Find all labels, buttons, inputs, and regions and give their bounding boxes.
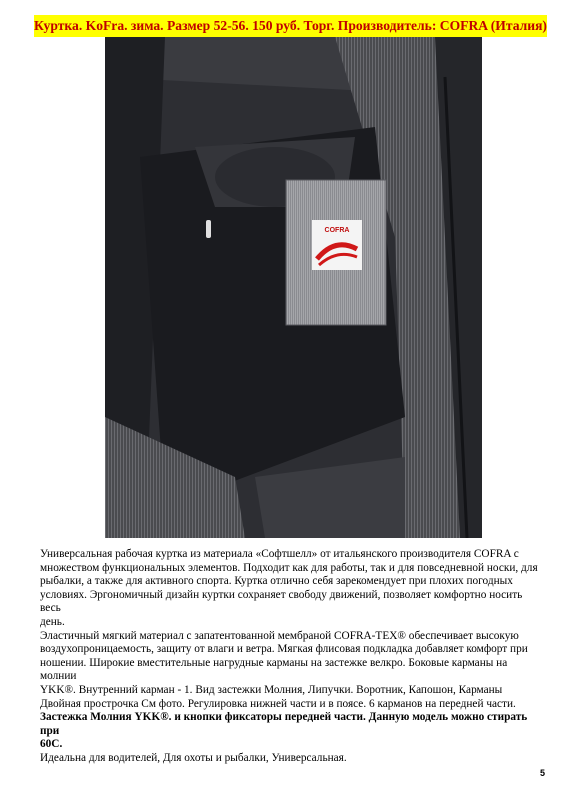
- description-line: Двойная прострочка См фото. Регулировка нижней части и в поясе. 6 карманов на передней части.: [40, 697, 516, 710]
- washing-note-line: Застежка Молния YKK®. и кнопки фиксаторы передней части. Данную модель можно стирать при: [40, 711, 528, 737]
- description-line: множеством функциональных элементов. Подходит как для работы, так и для повседневной носки, для: [40, 561, 538, 574]
- description-line: Универсальная рабочая куртка из материала «Софтшелл» от итальянского производителя COFRA с: [40, 548, 519, 560]
- washing-note-line: 60С.: [40, 738, 63, 751]
- document-title: Куртка. KoFra. зима. Размер 52-56. 150 руб. Торг. Производитель: COFRA (Италия): [34, 18, 547, 33]
- document-title-banner: [34, 15, 547, 37]
- product-description: [40, 548, 545, 766]
- description-line: Идеальна для водителей, Для охоты и рыбалки, Универсальная.: [40, 751, 347, 764]
- page-number: 5: [539, 768, 545, 778]
- description-line: рыбалки, а также для активного спорта. Куртка отлично себя зарекомендует при плохих погодных: [40, 575, 513, 588]
- description-line: Эластичный мягкий материал с запатентованной мембраной COFRA-TEX® обеспечивает высокую: [40, 629, 519, 642]
- description-line: YKK®. Внутренний карман - 1. Вид застежки Молния, Липучки. Воротник, Капошон, Карманы: [40, 683, 503, 696]
- description-line: условиях. Эргономичный дизайн куртки сохраняет свободу движений, позволяет комфортно носить весь: [40, 588, 523, 615]
- description-line: ношении. Широкие вместительные нагрудные карманы на застежке велкро. Боковые карманы на молнии: [40, 656, 508, 683]
- jacket-photo: [105, 37, 482, 538]
- description-line: воздухопроницаемость, защиту от влаги и ветра. Мягкая флисовая подкладка добавляет комфорт при: [40, 643, 528, 656]
- pocket-brand-label: COFRA: [324, 227, 350, 234]
- jacket-inner-lining-image: [105, 37, 482, 538]
- description-line: день.: [40, 615, 65, 628]
